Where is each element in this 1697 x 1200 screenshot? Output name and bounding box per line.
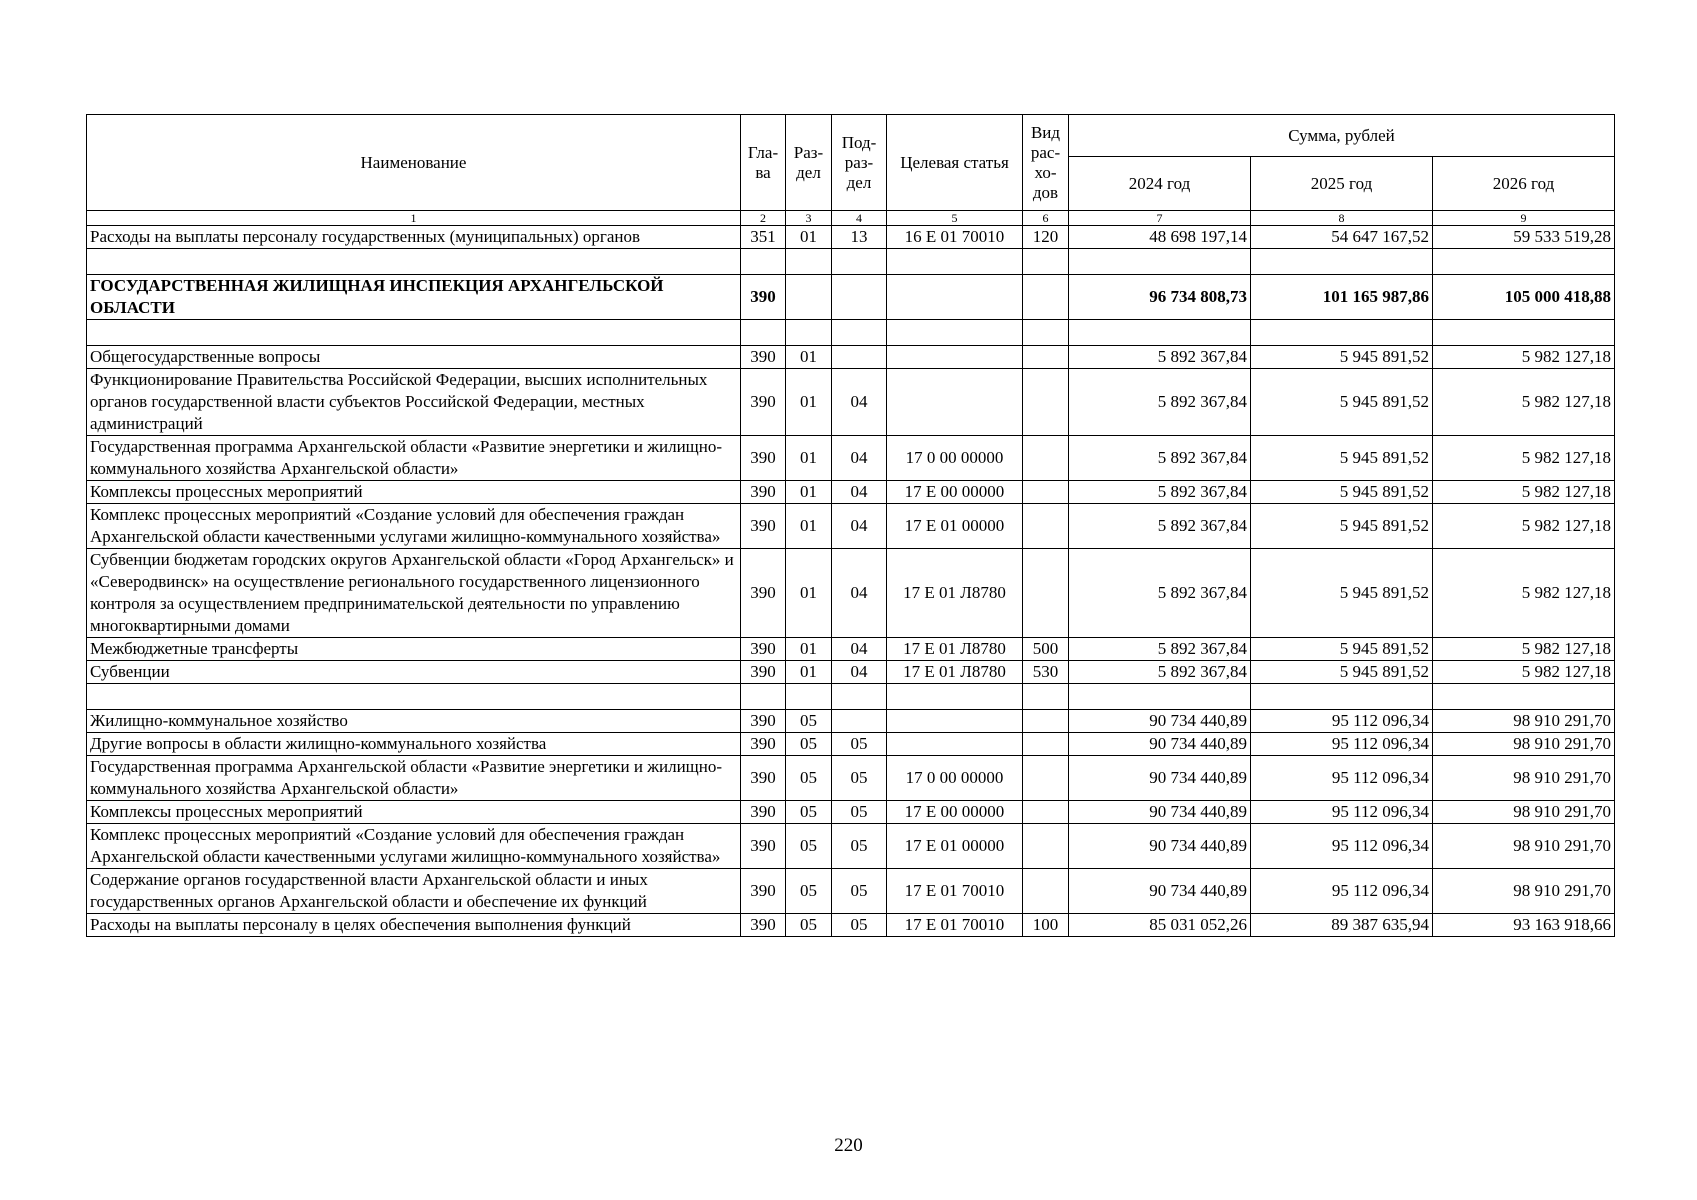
table-row <box>87 824 1615 869</box>
row-podrazdel: 05 <box>832 801 887 824</box>
column-number: 7 <box>1069 211 1251 226</box>
header-vid-raskhodov: Вид рас-хо-дов <box>1023 115 1069 211</box>
empty-cell <box>1069 320 1251 346</box>
column-number: 4 <box>832 211 887 226</box>
row-razdel: 01 <box>786 346 832 369</box>
spacer-row <box>87 320 1615 346</box>
row-name: Другие вопросы в области жилищно-коммунального хозяйства <box>87 733 741 756</box>
row-glava: 390 <box>741 369 786 436</box>
row-vid-raskhodov <box>1023 756 1069 801</box>
row-sum-2025: 89 387 635,94 <box>1251 914 1433 937</box>
row-name: Комплексы процессных мероприятий <box>87 481 741 504</box>
column-number: 9 <box>1433 211 1615 226</box>
row-sum-2024: 90 734 440,89 <box>1069 869 1251 914</box>
row-vid-raskhodov <box>1023 710 1069 733</box>
row-podrazdel: 04 <box>832 369 887 436</box>
row-sum-2026: 98 910 291,70 <box>1433 824 1615 869</box>
row-podrazdel <box>832 346 887 369</box>
row-sum-2025: 5 945 891,52 <box>1251 661 1433 684</box>
row-podrazdel: 04 <box>832 504 887 549</box>
row-razdel: 05 <box>786 733 832 756</box>
row-sum-2025: 95 112 096,34 <box>1251 733 1433 756</box>
row-sum-2024: 5 892 367,84 <box>1069 436 1251 481</box>
row-vid-raskhodov <box>1023 436 1069 481</box>
row-tselevaya-statya: 17 Е 01 Л8780 <box>887 549 1023 638</box>
row-sum-2024: 5 892 367,84 <box>1069 504 1251 549</box>
row-sum-2024: 5 892 367,84 <box>1069 661 1251 684</box>
row-sum-2025: 95 112 096,34 <box>1251 710 1433 733</box>
table-body <box>87 211 1615 937</box>
row-tselevaya-statya <box>887 369 1023 436</box>
row-sum-2025: 95 112 096,34 <box>1251 869 1433 914</box>
row-sum-2026: 5 982 127,18 <box>1433 436 1615 481</box>
empty-cell <box>1433 684 1615 710</box>
row-sum-2026: 5 982 127,18 <box>1433 346 1615 369</box>
row-podrazdel: 04 <box>832 481 887 504</box>
empty-cell <box>887 684 1023 710</box>
row-podrazdel <box>832 275 887 320</box>
row-vid-raskhodov <box>1023 504 1069 549</box>
header-podrazdel: Под-раз-дел <box>832 115 887 211</box>
row-sum-2024: 48 698 197,14 <box>1069 226 1251 249</box>
column-number: 6 <box>1023 211 1069 226</box>
empty-cell <box>1433 249 1615 275</box>
row-tselevaya-statya <box>887 275 1023 320</box>
row-sum-2024: 5 892 367,84 <box>1069 369 1251 436</box>
row-tselevaya-statya <box>887 346 1023 369</box>
empty-cell <box>1433 320 1615 346</box>
row-sum-2024: 90 734 440,89 <box>1069 733 1251 756</box>
row-razdel: 01 <box>786 481 832 504</box>
empty-cell <box>832 249 887 275</box>
table-row <box>87 346 1615 369</box>
row-razdel: 01 <box>786 226 832 249</box>
row-podrazdel: 04 <box>832 436 887 481</box>
empty-cell <box>786 684 832 710</box>
page-number: 220 <box>834 1135 863 1156</box>
row-name: Государственная программа Архангельской области «Развитие энергетики и жилищно-коммунального хозяйства Архангельской области» <box>87 756 741 801</box>
header-name: Наименование <box>87 115 741 211</box>
row-tselevaya-statya: 16 Е 01 70010 <box>887 226 1023 249</box>
row-glava: 390 <box>741 638 786 661</box>
row-sum-2024: 90 734 440,89 <box>1069 710 1251 733</box>
row-podrazdel: 05 <box>832 756 887 801</box>
header-year-2025: 2025 год <box>1251 157 1433 211</box>
row-tselevaya-statya: 17 Е 01 70010 <box>887 914 1023 937</box>
row-sum-2026: 98 910 291,70 <box>1433 801 1615 824</box>
header-glava: Гла-ва <box>741 115 786 211</box>
row-sum-2026: 98 910 291,70 <box>1433 733 1615 756</box>
empty-cell <box>741 249 786 275</box>
row-glava: 390 <box>741 661 786 684</box>
row-name: ГОСУДАРСТВЕННАЯ ЖИЛИЩНАЯ ИНСПЕКЦИЯ АРХАНГЕЛЬСКОЙ ОБЛАСТИ <box>87 275 741 320</box>
empty-cell <box>1069 249 1251 275</box>
row-tselevaya-statya: 17 Е 01 00000 <box>887 824 1023 869</box>
row-sum-2025: 54 647 167,52 <box>1251 226 1433 249</box>
table-row <box>87 549 1615 638</box>
row-name: Функционирование Правительства Российской Федерации, высших исполнительных органов государственной власти субъектов Российской Федерации, местных администраций <box>87 369 741 436</box>
empty-cell <box>87 684 741 710</box>
empty-cell <box>786 249 832 275</box>
row-name: Субвенции <box>87 661 741 684</box>
row-glava: 390 <box>741 733 786 756</box>
row-name: Расходы на выплаты персоналу в целях обеспечения выполнения функций <box>87 914 741 937</box>
row-razdel: 01 <box>786 549 832 638</box>
row-tselevaya-statya: 17 Е 01 70010 <box>887 869 1023 914</box>
row-vid-raskhodov: 530 <box>1023 661 1069 684</box>
row-razdel: 05 <box>786 914 832 937</box>
row-name: Комплекс процессных мероприятий «Создание условий для обеспечения граждан Архангельской области качественными услугами жилищно-коммунального хозяйства» <box>87 504 741 549</box>
row-sum-2024: 5 892 367,84 <box>1069 638 1251 661</box>
spacer-row <box>87 684 1615 710</box>
empty-cell <box>741 684 786 710</box>
row-tselevaya-statya: 17 Е 01 00000 <box>887 504 1023 549</box>
empty-cell <box>741 320 786 346</box>
row-tselevaya-statya: 17 Е 00 00000 <box>887 481 1023 504</box>
row-glava: 390 <box>741 481 786 504</box>
empty-cell <box>1023 320 1069 346</box>
row-tselevaya-statya: 17 0 00 00000 <box>887 756 1023 801</box>
row-razdel: 01 <box>786 436 832 481</box>
row-sum-2025: 95 112 096,34 <box>1251 756 1433 801</box>
row-sum-2025: 5 945 891,52 <box>1251 346 1433 369</box>
row-vid-raskhodov: 100 <box>1023 914 1069 937</box>
table-row <box>87 226 1615 249</box>
empty-cell <box>832 320 887 346</box>
row-glava: 390 <box>741 824 786 869</box>
row-glava: 390 <box>741 914 786 937</box>
budget-table <box>86 114 1615 937</box>
empty-cell <box>87 320 741 346</box>
row-tselevaya-statya: 17 Е 01 Л8780 <box>887 661 1023 684</box>
row-razdel: 05 <box>786 801 832 824</box>
table-row <box>87 869 1615 914</box>
row-glava: 390 <box>741 710 786 733</box>
row-sum-2025: 95 112 096,34 <box>1251 801 1433 824</box>
table-row <box>87 275 1615 320</box>
row-name: Субвенции бюджетам городских округов Архангельской области «Город Архангельск» и «Северодвинск» на осуществление регионального государственного лицензионного контроля за осуществлением предпринимательской деятельности по управлению многоквартирными домами <box>87 549 741 638</box>
empty-cell <box>1251 249 1433 275</box>
row-vid-raskhodov <box>1023 346 1069 369</box>
column-number: 3 <box>786 211 832 226</box>
empty-cell <box>832 684 887 710</box>
row-sum-2026: 105 000 418,88 <box>1433 275 1615 320</box>
header-year-2024: 2024 год <box>1069 157 1251 211</box>
row-sum-2026: 98 910 291,70 <box>1433 710 1615 733</box>
row-name: Государственная программа Архангельской области «Развитие энергетики и жилищно-коммунального хозяйства Архангельской области» <box>87 436 741 481</box>
row-tselevaya-statya: 17 Е 00 00000 <box>887 801 1023 824</box>
empty-cell <box>786 320 832 346</box>
header-year-2026: 2026 год <box>1433 157 1615 211</box>
row-podrazdel <box>832 710 887 733</box>
column-number: 2 <box>741 211 786 226</box>
row-razdel: 05 <box>786 824 832 869</box>
row-glava: 390 <box>741 801 786 824</box>
row-glava: 390 <box>741 436 786 481</box>
row-podrazdel: 05 <box>832 914 887 937</box>
row-sum-2026: 98 910 291,70 <box>1433 756 1615 801</box>
row-vid-raskhodov <box>1023 481 1069 504</box>
row-razdel: 05 <box>786 869 832 914</box>
row-sum-2026: 93 163 918,66 <box>1433 914 1615 937</box>
row-name: Расходы на выплаты персоналу государственных (муниципальных) органов <box>87 226 741 249</box>
row-vid-raskhodov <box>1023 369 1069 436</box>
row-name: Комплекс процессных мероприятий «Создание условий для обеспечения граждан Архангельской области качественными услугами жилищно-коммунального хозяйства» <box>87 824 741 869</box>
column-number: 1 <box>87 211 741 226</box>
row-sum-2024: 96 734 808,73 <box>1069 275 1251 320</box>
row-glava: 390 <box>741 275 786 320</box>
row-vid-raskhodov <box>1023 869 1069 914</box>
row-razdel: 01 <box>786 661 832 684</box>
table-row <box>87 638 1615 661</box>
row-razdel: 01 <box>786 369 832 436</box>
table-row <box>87 710 1615 733</box>
row-tselevaya-statya: 17 0 00 00000 <box>887 436 1023 481</box>
row-razdel <box>786 275 832 320</box>
row-sum-2025: 95 112 096,34 <box>1251 824 1433 869</box>
row-sum-2025: 5 945 891,52 <box>1251 549 1433 638</box>
row-sum-2025: 5 945 891,52 <box>1251 481 1433 504</box>
row-name: Межбюджетные трансферты <box>87 638 741 661</box>
empty-cell <box>887 249 1023 275</box>
row-glava: 351 <box>741 226 786 249</box>
row-podrazdel: 05 <box>832 733 887 756</box>
empty-cell <box>1069 684 1251 710</box>
header-row-top <box>87 115 1615 157</box>
row-razdel: 05 <box>786 756 832 801</box>
header-summa: Сумма, рублей <box>1069 115 1615 157</box>
empty-cell <box>887 320 1023 346</box>
row-sum-2024: 90 734 440,89 <box>1069 756 1251 801</box>
row-tselevaya-statya <box>887 710 1023 733</box>
row-sum-2024: 5 892 367,84 <box>1069 346 1251 369</box>
empty-cell <box>1251 320 1433 346</box>
table-row <box>87 661 1615 684</box>
empty-cell <box>1023 684 1069 710</box>
row-vid-raskhodov: 500 <box>1023 638 1069 661</box>
table-row <box>87 436 1615 481</box>
row-glava: 390 <box>741 504 786 549</box>
row-tselevaya-statya: 17 Е 01 Л8780 <box>887 638 1023 661</box>
row-name: Комплексы процессных мероприятий <box>87 801 741 824</box>
row-sum-2024: 5 892 367,84 <box>1069 549 1251 638</box>
row-podrazdel: 05 <box>832 869 887 914</box>
column-number-row <box>87 211 1615 226</box>
row-sum-2024: 90 734 440,89 <box>1069 801 1251 824</box>
row-name: Общегосударственные вопросы <box>87 346 741 369</box>
row-sum-2025: 5 945 891,52 <box>1251 504 1433 549</box>
row-sum-2026: 5 982 127,18 <box>1433 369 1615 436</box>
column-number: 5 <box>887 211 1023 226</box>
row-vid-raskhodov <box>1023 801 1069 824</box>
row-sum-2025: 5 945 891,52 <box>1251 369 1433 436</box>
row-sum-2024: 85 031 052,26 <box>1069 914 1251 937</box>
row-vid-raskhodov <box>1023 549 1069 638</box>
row-sum-2026: 5 982 127,18 <box>1433 661 1615 684</box>
row-sum-2024: 5 892 367,84 <box>1069 481 1251 504</box>
empty-cell <box>1023 249 1069 275</box>
header-razdel: Раз-дел <box>786 115 832 211</box>
table-row <box>87 369 1615 436</box>
row-podrazdel: 04 <box>832 638 887 661</box>
table-row <box>87 504 1615 549</box>
row-vid-raskhodov <box>1023 275 1069 320</box>
row-glava: 390 <box>741 756 786 801</box>
spacer-row <box>87 249 1615 275</box>
row-vid-raskhodov <box>1023 824 1069 869</box>
empty-cell <box>1251 684 1433 710</box>
column-number: 8 <box>1251 211 1433 226</box>
header-tselevaya-statya: Целевая статья <box>887 115 1023 211</box>
row-glava: 390 <box>741 869 786 914</box>
row-tselevaya-statya <box>887 733 1023 756</box>
row-sum-2026: 5 982 127,18 <box>1433 638 1615 661</box>
row-sum-2026: 59 533 519,28 <box>1433 226 1615 249</box>
row-name: Содержание органов государственной власти Архангельской области и иных государственных органов Архангельской области и обеспечение их функций <box>87 869 741 914</box>
row-razdel: 01 <box>786 638 832 661</box>
row-podrazdel: 04 <box>832 661 887 684</box>
row-sum-2025: 5 945 891,52 <box>1251 436 1433 481</box>
table-row <box>87 756 1615 801</box>
row-podrazdel: 13 <box>832 226 887 249</box>
row-razdel: 05 <box>786 710 832 733</box>
row-sum-2025: 101 165 987,86 <box>1251 275 1433 320</box>
empty-cell <box>87 249 741 275</box>
row-podrazdel: 04 <box>832 549 887 638</box>
row-glava: 390 <box>741 549 786 638</box>
row-podrazdel: 05 <box>832 824 887 869</box>
row-razdel: 01 <box>786 504 832 549</box>
row-sum-2026: 5 982 127,18 <box>1433 481 1615 504</box>
row-sum-2024: 90 734 440,89 <box>1069 824 1251 869</box>
row-vid-raskhodov: 120 <box>1023 226 1069 249</box>
row-sum-2026: 98 910 291,70 <box>1433 869 1615 914</box>
row-sum-2026: 5 982 127,18 <box>1433 549 1615 638</box>
row-sum-2025: 5 945 891,52 <box>1251 638 1433 661</box>
row-name: Жилищно-коммунальное хозяйство <box>87 710 741 733</box>
table-row <box>87 914 1615 937</box>
table-row <box>87 481 1615 504</box>
table-row <box>87 801 1615 824</box>
row-sum-2026: 5 982 127,18 <box>1433 504 1615 549</box>
row-glava: 390 <box>741 346 786 369</box>
row-vid-raskhodov <box>1023 733 1069 756</box>
table-row <box>87 733 1615 756</box>
